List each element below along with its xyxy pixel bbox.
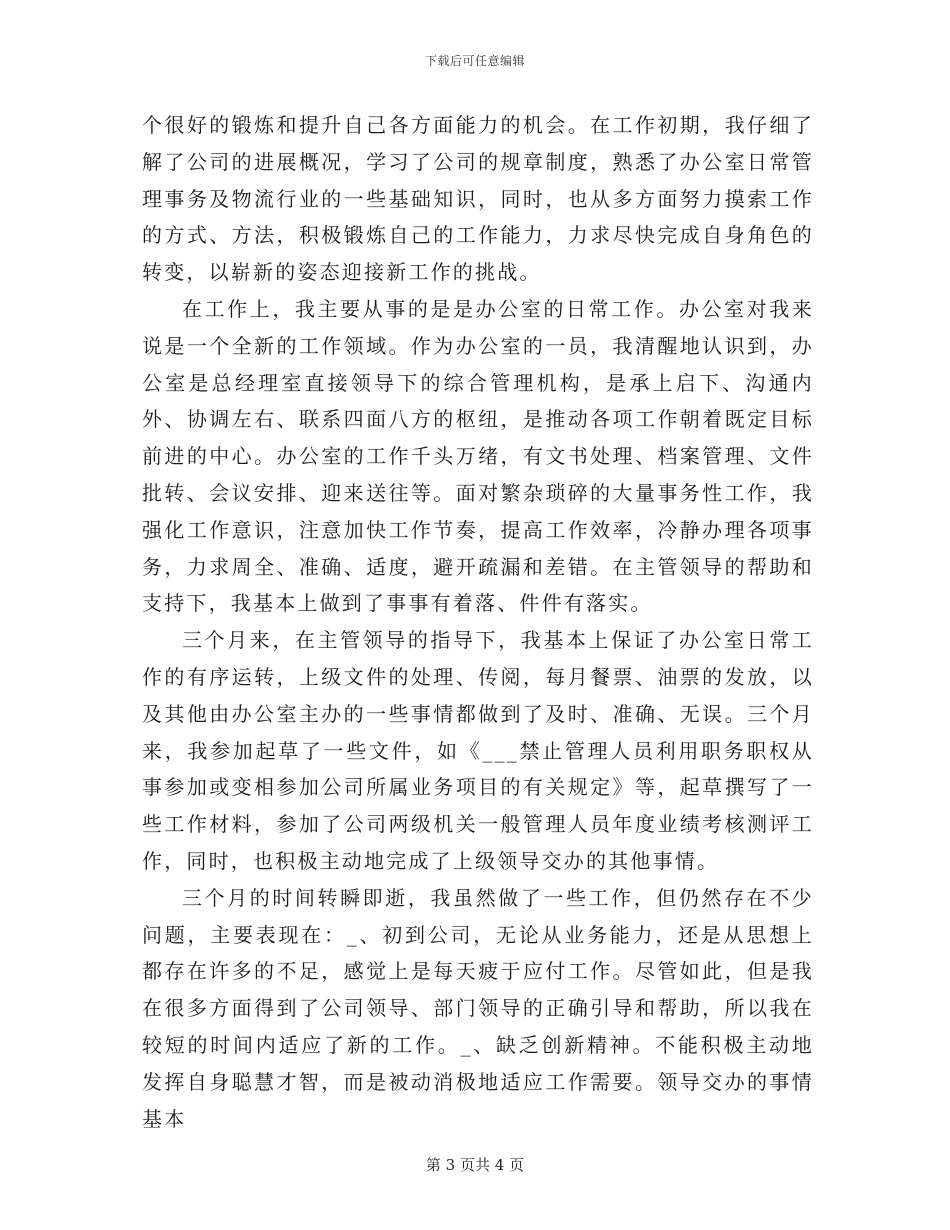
- document-body: [142, 107, 814, 1137]
- page-number: 第 3 页共 4 页: [425, 1156, 525, 1174]
- paragraph-problems: 三个月的时间转瞬即逝，我虽然做了一些工作，但仍然存在不少问题，主要表现在：_、初到公司，无论从业务能力，还是从思想上都存在许多的不足，感觉上是每天疲于应付工作。尽管如此，但是我在很多方面得到了公司领导、部门领导的正确引导和帮助，所以我在较短的时间内适应了新的工作。_、缺乏创新精神。不能积极主动地发挥自身聪慧才智，而是被动消极地适应工作需要。领导交办的事情基本: [142, 885, 814, 1131]
- paragraph-office-work: 在工作上，我主要从事的是是办公室的日常工作。办公室对我来说是一个全新的工作领域。作为办公室的一员，我清醒地认识到，办公室是总经理室直接领导下的综合管理机构，是承上启下、沟通内外、协调左右、联系四面八方的枢纽，是推动各项工作朝着既定目标前进的中心。办公室的工作千头万绪，有文书处理、档案管理、文件批转、会议安排、迎来送往等。面对繁杂琐碎的大量事务性工作，我强化工作意识，注意加快工作节奏，提高工作效率，冷静办理各项事务，力求周全、准确、适度，避开疏漏和差错。在主管领导的帮助和支持下，我基本上做到了事事有着落、件件有落实。: [142, 296, 814, 616]
- paragraph-three-months: 三个月来，在主管领导的指导下，我基本上保证了办公室日常工作的有序运转，上级文件的处理、传阅，每月餐票、油票的发放，以及其他由办公室主办的一些事情都做到了及时、准确、无误。三个月来，我参加起草了一些文件，如《___禁止管理人员利用职务职权从事参加或变相参加公司所属业务项目的有关规定》等，起草撰写了一些工作材料，参加了公司两级机关一般管理人员年度业绩考核测评工作，同时，也积极主动地完成了上级领导交办的其他事情。: [142, 628, 814, 873]
- page-header: 下载后可任意编辑: [424, 54, 525, 68]
- paragraph-continuation: 个很好的锻炼和提升自己各方面能力的机会。在工作初期，我仔细了解了公司的进展概况，学习了公司的规章制度，熟悉了办公室日常管理事务及物流行业的一些基础知识，同时，也从多方面努力摸索工作的方式、方法，积极锻炼自己的工作能力，力求尽快完成自身角色的转变，以崭新的姿态迎接新工作的挑战。: [142, 113, 814, 285]
